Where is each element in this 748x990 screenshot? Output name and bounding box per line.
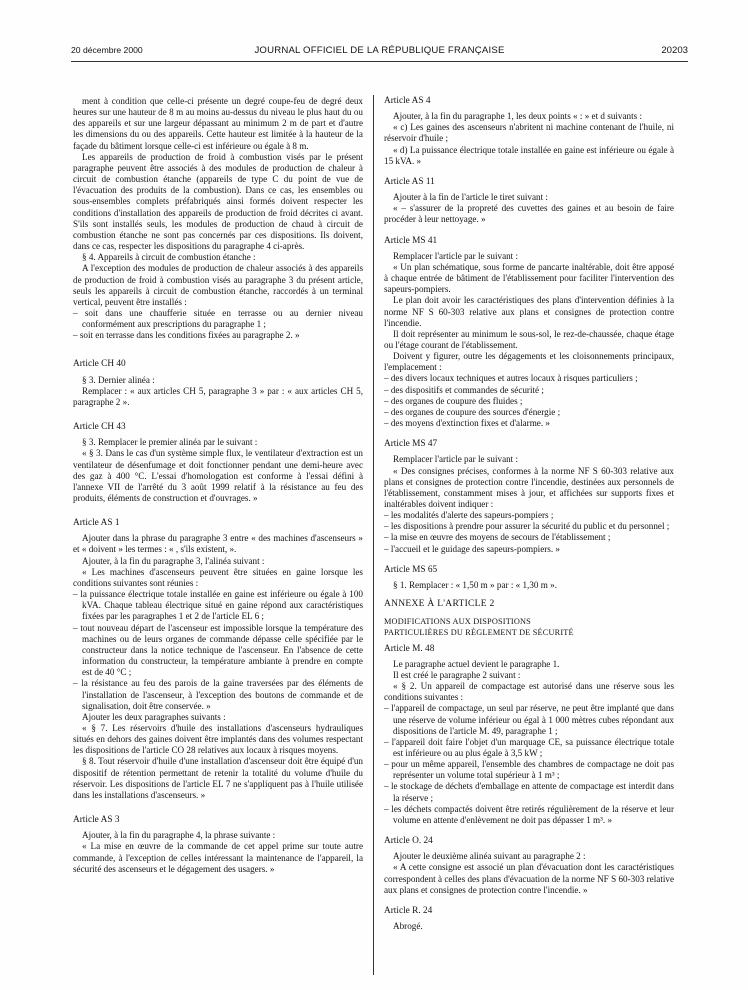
- list-item: – le stockage de déchets d'emballage en attente de compactage est interdit dans la réserve ;: [384, 781, 674, 803]
- article-heading: Article CH 43: [73, 422, 126, 433]
- right-column: [384, 96, 674, 932]
- header-rule: [71, 61, 688, 62]
- paragraph: Ajouter, à la fin du paragraphe 1, les deux points « : » et d suivants :: [393, 111, 642, 122]
- list-item: – des divers locaux techniques et autres locaux à risques particuliers ;: [384, 373, 638, 384]
- list-item: – pour un même appareil, l'ensemble des chambres de compactage ne doit pas représenter un volume total supérieur à 1 m³ ;: [384, 759, 674, 781]
- paragraph: § 1. Remplacer : « 1,50 m » par : « 1,30 m ».: [393, 579, 557, 590]
- paragraph: « § 7. Les réservoirs d'huile des installations d'ascenseurs hydrauliques situés en dehors des gaines doivent être implantés dans des volumes respectant les dispositions de l'article CO 28 relatives aux locaux à risques moyens.: [73, 722, 363, 756]
- paragraph: § 3. Remplacer le premier alinéa par le suivant :: [82, 437, 258, 448]
- article-heading: Article AS 11: [384, 176, 435, 187]
- article-heading: Article MS 41: [384, 235, 438, 246]
- list-item: – des dispositifs et commandes de sécurité ;: [384, 384, 544, 395]
- article-heading: Article AS 4: [384, 96, 431, 106]
- article-heading: Article O. 24: [384, 836, 433, 847]
- paragraph: Doivent y figurer, outre les dégagements et les cloisonnements principaux, l'emplacement :: [384, 351, 674, 373]
- paragraph: A l'exception des modules de production de chaleur associés à des appareils de production de froid à combustion visés au paragraphe 3 du présent article, seuls les appareils à circuit de combustion étanche, raccordés à un terminal vertical, peuvent être installés :: [73, 263, 363, 307]
- list-item: – la puissance électrique totale installée en gaine est inférieure ou égale à 100 kVA. Chaque tableau électrique situé en gaine répond aux caractéristiques fixées par les paragraphes 1 et 2 de l'article EL 6 ;: [73, 589, 363, 622]
- page-number: 20203: [661, 45, 688, 56]
- page-header: [71, 45, 688, 59]
- paragraph: § 4. Appareils à circuit de combustion étanche :: [82, 252, 256, 263]
- paragraph: Ajouter, à la fin du paragraphe 4, la phrase suivante :: [82, 830, 276, 841]
- paragraph: § 8. Tout réservoir d'huile d'une installation d'ascenseur doit être équipé d'un dispositif de rétention permettant de retenir la totalité du volume d'huile du réservoir. Les dispositions de l'article EL 7 ne s'appliquent pas à l'huile utilisée dans les installations d'ascenseurs. »: [73, 756, 363, 800]
- list-item: – tout nouveau départ de l'ascenseur est impossible lorsque la température des machines ou de leurs organes de commande dépasse celle spécifiée par le constructeur dans la notice technique de l'ascenseur. En l'absence de cette information du constructeur, la température ambiante à prendre en compte est de 40 °C ;: [73, 622, 363, 678]
- list-item: – la mise en œuvre des moyens de secours de l'établissement ;: [384, 532, 611, 543]
- paragraph: « Un plan schématique, sous forme de pancarte inaltérable, doit être apposé à chaque entrée de bâtiment de l'établissement pour faciliter l'intervention des sapeurs-pompiers.: [384, 261, 674, 295]
- left-column: [73, 96, 363, 875]
- article-heading: Article MS 65: [384, 564, 438, 575]
- paragraph: Le plan doit avoir les caractéristiques des plans d'intervention définies à la norme NF S 60-303 relative aux plans et consignes de protection contre l'incendie.: [384, 295, 674, 328]
- paragraph: Les appareils de production de froid à combustion visés par le présent paragraphe peuvent être associés à des modules de production de chaleur à circuit de combustion étanche (appareils de type C du point de vue de l'évacuation des produits de la combustion). Dans ce cas, les ensembles ou sous-ensembles complets préfabriqués ainsi formés doivent respecter les conditions d'installation des appareils de production de froid décrites ci avant. S'ils sont installés seuls, les modules de production de chaud à circuit de combustion étanche ne sont pas concernés par ces dispositions. Ils doivent, dans ce cas, respecter les dispositions du paragraphe 4 ci-après.: [73, 151, 363, 252]
- paragraph: Remplacer : « aux articles CH 5, paragraphe 3 » par : « aux articles CH 5, paragraphe 2 ».: [73, 385, 363, 407]
- paragraph: Ajouter, à la fin du paragraphe 3, l'alinéa suivant :: [82, 555, 265, 566]
- paragraph: « A cette consigne est associé un plan d'évacuation dont les caractéristiques correspondent à celles des plans d'évacuation de la norme NF S 60-303 relative aux plans et consignes de protection contre l'incendie. »: [384, 862, 674, 895]
- list-item: – des moyens d'extinction fixes et d'alarme. »: [384, 418, 550, 429]
- list-item: – l'accueil et le guidage des sapeurs-pompiers. »: [384, 543, 560, 554]
- column-divider: [373, 95, 374, 975]
- list-item: – soit dans une chaufferie située en terrasse ou au dernier niveau conformément aux prescriptions du paragraphe 1 ;: [73, 307, 363, 330]
- list-item: – des organes de coupure des sources d'énergie ;: [384, 406, 561, 417]
- paragraph: Ajouter les deux paragraphes suivants :: [82, 711, 226, 722]
- paragraph: Il est créé le paragraphe 2 suivant :: [393, 669, 521, 680]
- list-item: – les modalités d'alerte des sapeurs-pompiers ;: [384, 510, 554, 521]
- paragraph: « La mise en œuvre de la commande de cet appel prime sur toute autre commande, à l'exception de celles intéressant la maintenance de l'appareil, la sécurité des ascenseurs et le dégagement des usagers. »: [73, 841, 363, 874]
- paragraph: « d) La puissance électrique totale installée en gaine est inférieure ou égale à 15 kVA. »: [384, 144, 674, 166]
- paragraph: Il doit représenter au minimum le sous-sol, le rez-de-chaussée, chaque étage ou l'étage courant de l'établissement.: [384, 328, 674, 350]
- list-item: – des organes de coupure des fluides ;: [384, 395, 523, 406]
- article-heading: Article M. 48: [384, 643, 435, 654]
- paragraph: « c) Les gaines des ascenseurs n'abritent ni machine contenant de l'huile, ni réservoir d'huile ;: [384, 122, 674, 144]
- paragraph: Ajouter le deuxième alinéa suivant au paragraphe 2 :: [393, 851, 586, 862]
- list-item: – l'appareil de compactage, un seul par réserve, ne peut être implanté que dans une réserve de volume inférieur ou égal à 1 000 mètres cubes répondant aux dispositions de l'article M. 49, paragraphe 1 ;: [384, 703, 674, 736]
- article-heading: Article MS 47: [384, 439, 438, 450]
- paragraph: « – s'assurer de la propreté des cuvettes des gaines et au besoin de faire procéder à leur nettoyage. »: [384, 203, 674, 225]
- paragraph: Abrogé.: [393, 921, 423, 931]
- paragraph: § 3. Dernier alinéa :: [82, 374, 155, 385]
- paragraph: Remplacer l'article par le suivant :: [393, 250, 519, 261]
- paragraph: Ajouter dans la phrase du paragraphe 3 entre « des machines d'ascenseurs » et « doivent » les termes : « , s'ils existent, ».: [73, 533, 363, 555]
- article-heading: Article AS 1: [73, 518, 120, 529]
- list-item: – l'appareil doit faire l'objet d'un marquage CE, sa puissance électrique totale est inférieure ou au plus égale à 3,5 kW ;: [384, 736, 674, 758]
- list-item: – la résistance au feu des parois de la gaine traversées par des éléments de l'installation de l'ascenseur, à l'exception des boutons de commande et de signalisation, doit être conservée. »: [73, 678, 363, 711]
- paragraph: « Les machines d'ascenseurs peuvent être situées en gaine lorsque les conditions suivantes sont réunies :: [73, 566, 363, 588]
- paragraph: « Des consignes précises, conformes à la norme NF S 60-303 relative aux plans et consignes de protection contre l'incendie, destinées aux personnels de l'établissement, constamment mises à jour, et affichées sur supports fixes et inaltérables doivent indiquer :: [384, 465, 674, 509]
- annex-subheading: PARTICULIÈRES DU RÈGLEMENT DE SÉCURITÉ: [384, 628, 574, 638]
- list-item: – les dispositions à prendre pour assurer la sécurité du public et du personnel ;: [384, 521, 670, 532]
- list-item: – les déchets compactés doivent être retirés régulièrement de la réserve et leur volume en attente d'enlèvement ne doit pas dépasser 1 m³. »: [384, 803, 674, 825]
- article-heading: Article CH 40: [73, 359, 126, 370]
- article-heading: Article R. 24: [384, 905, 433, 916]
- paragraph: Ajouter à la fin de l'article le tiret suivant :: [393, 192, 548, 203]
- journal-title: JOURNAL OFFICIEL DE LA RÉPUBLIQUE FRANÇAISE: [254, 45, 505, 56]
- paragraph: Le paragraphe actuel devient le paragraphe 1.: [393, 658, 560, 669]
- article-heading: Article AS 3: [73, 815, 120, 826]
- header-date: 20 décembre 2000: [71, 45, 143, 55]
- paragraph: « § 2. Un appareil de compactage est autorisé dans une réserve sous les conditions suivantes :: [384, 681, 674, 703]
- paragraph: « § 3. Dans le cas d'un système simple flux, le ventilateur d'extraction est un ventilateur de désenfumage et doit fonctionner pendant une demi-heure avec des gaz à 400 °C. L'essai d'homologation est conforme à l'essai défini à l'annexe VII de l'arrêté du 3 août 1999 relatif à la résistance au feu des produits, éléments de construction et d'ouvrages. »: [73, 448, 363, 503]
- annex-heading: ANNEXE À L'ARTICLE 2: [384, 599, 495, 610]
- list-item: – soit en terrasse dans les conditions fixées au paragraphe 2. »: [73, 330, 300, 341]
- paragraph: Remplacer l'article par le suivant :: [393, 454, 519, 465]
- annex-subheading: MODIFICATIONS AUX DISPOSITIONS: [384, 617, 531, 627]
- paragraph: ment à condition que celle-ci présente un degré coupe-feu de degré deux heures sur une hauteur de 8 m au moins au-dessus du niveau le plus haut du ou des appareils et sur une largeur dépassant au minimum 2 m de part et d'autre les dimensions du ou des appareils. Cette hauteur est limitée à la hauteur de la façade du bâtiment lorsque celle-ci est inférieure ou égale à 8 m.: [73, 96, 363, 151]
